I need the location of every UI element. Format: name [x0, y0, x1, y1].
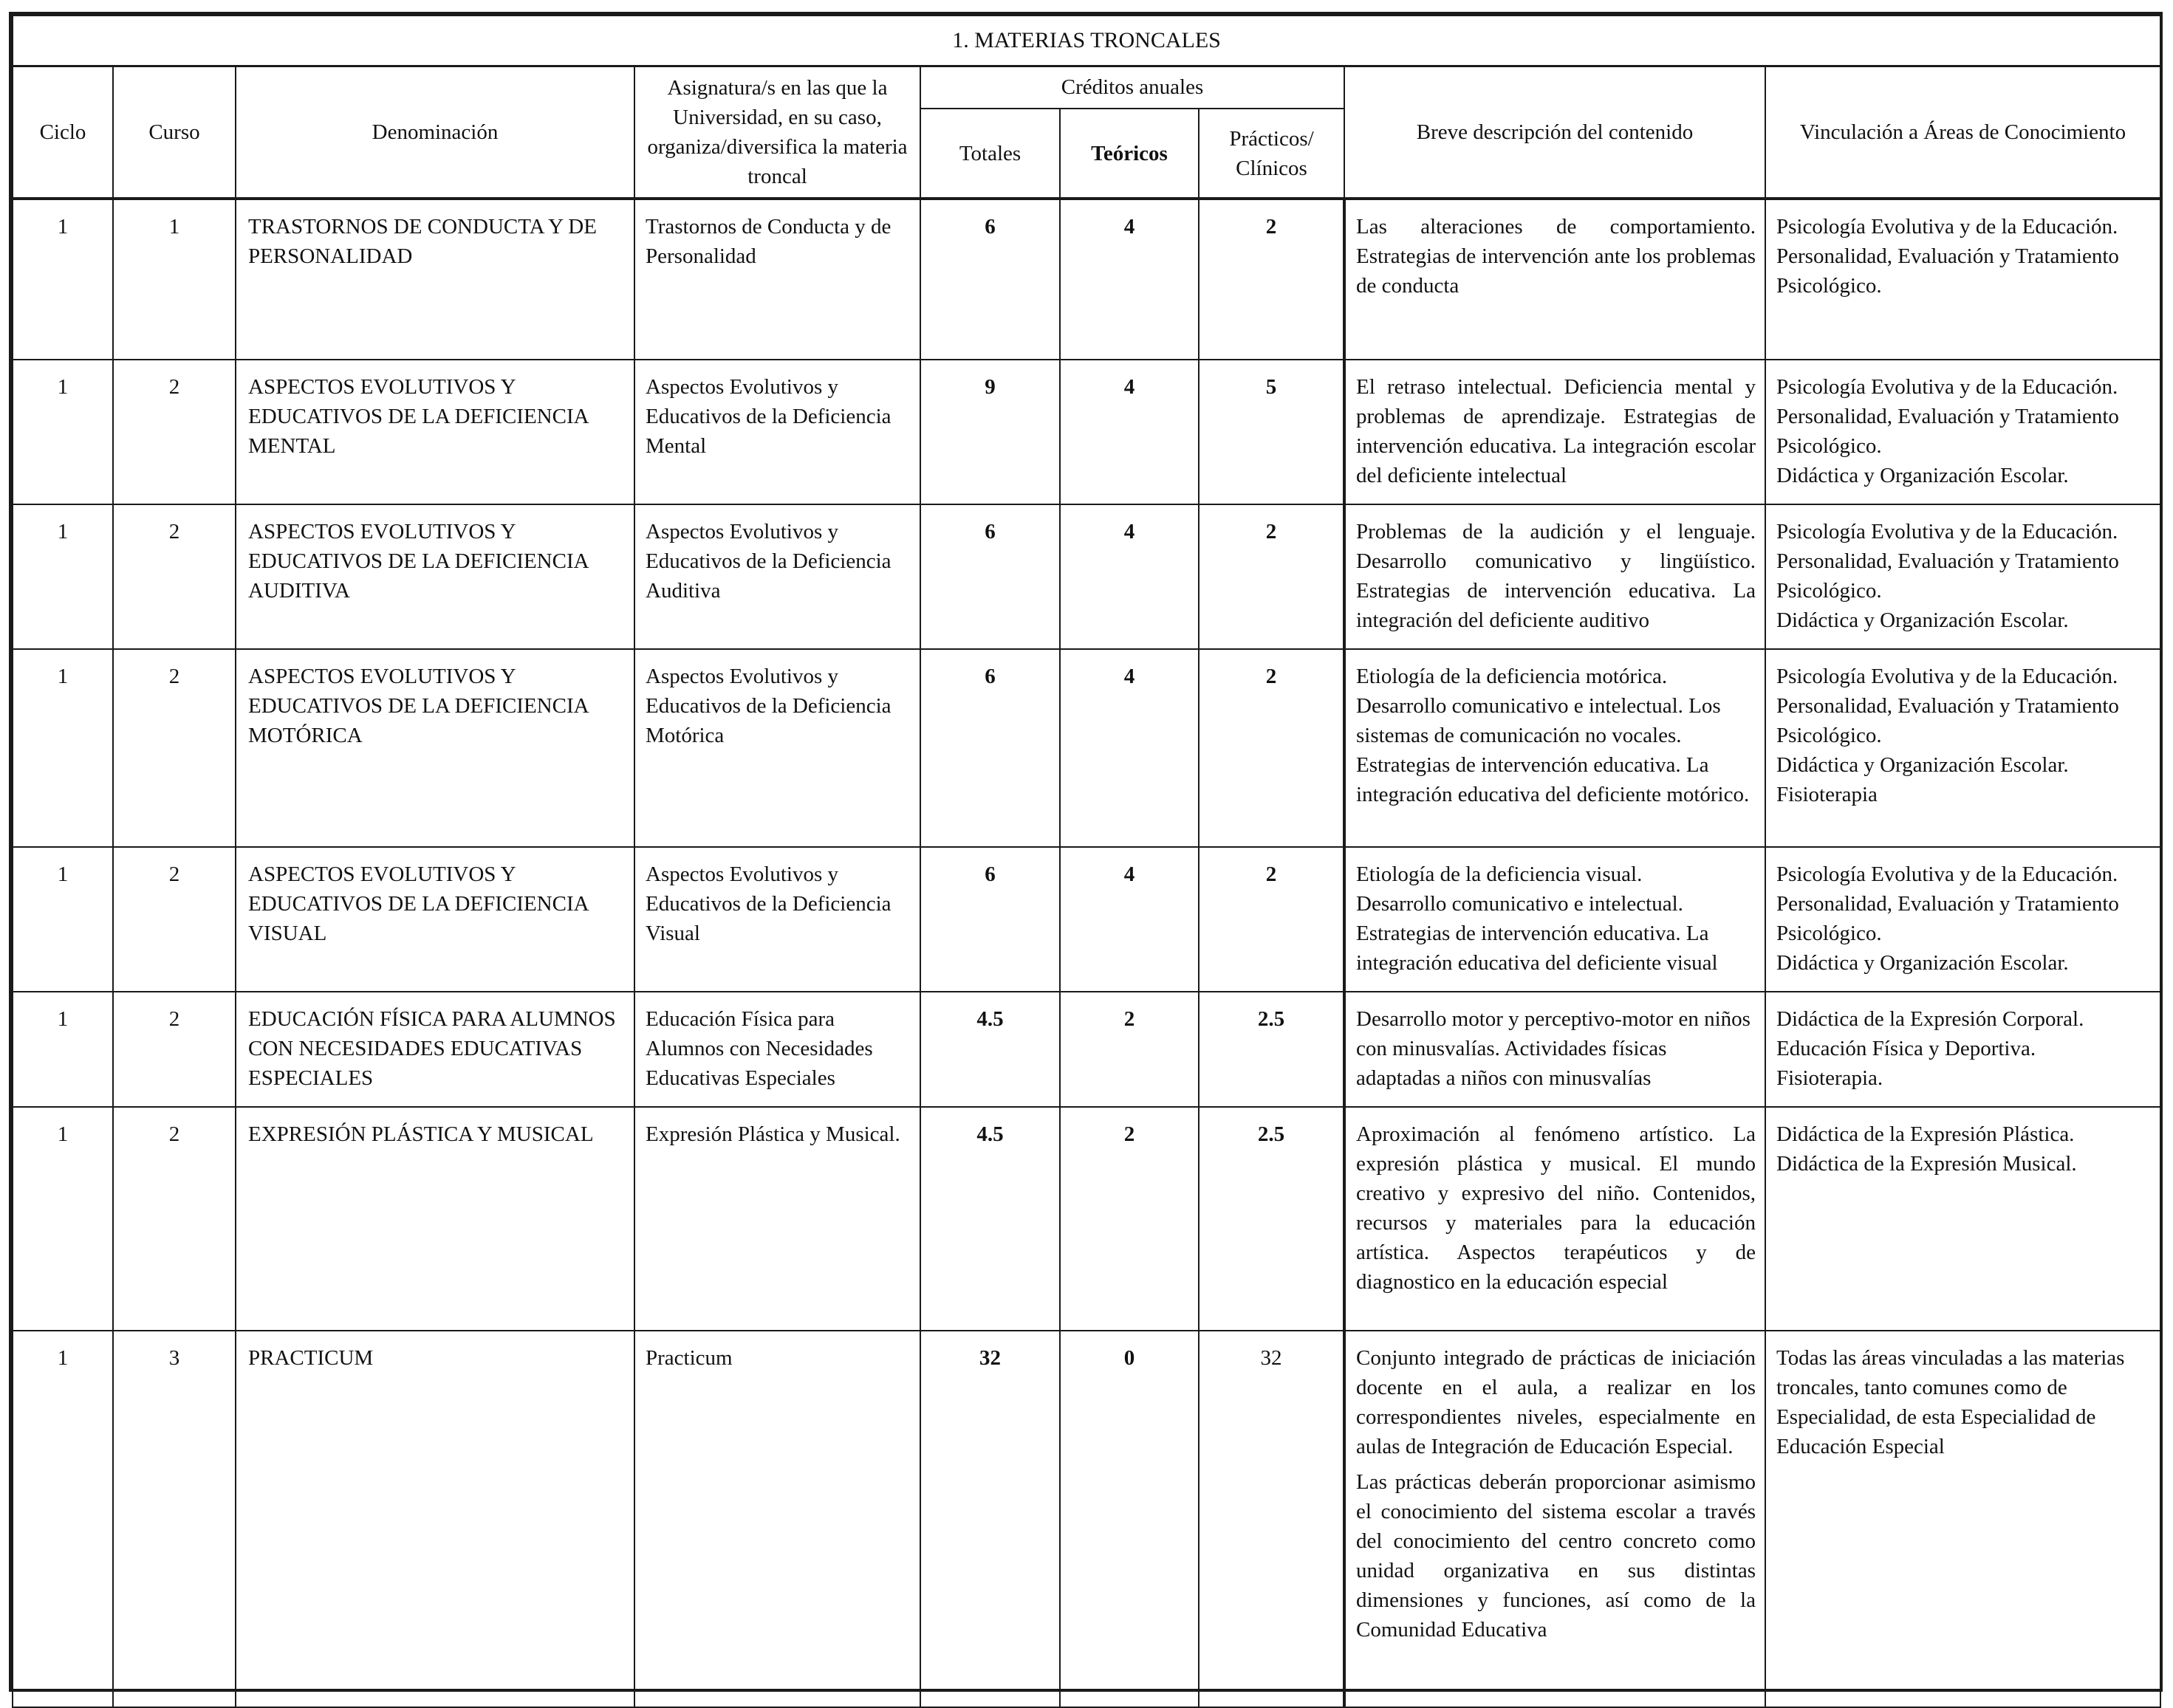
header-creditos-anuales: Créditos anuales — [920, 66, 1344, 109]
cell-totales: 6 — [920, 847, 1060, 992]
table-row — [13, 360, 2160, 504]
cell-practicos: 2 — [1199, 504, 1344, 649]
header-descripcion: Breve descripción del contenido — [1344, 66, 1765, 199]
cell-vinculacion: Psicología Evolutiva y de la Educación. Personalidad, Evaluación y Tratamiento Psicológico. — [1765, 199, 2160, 360]
cell-descripcion — [1344, 992, 1765, 1107]
cell-denominacion: EDUCACIÓN FÍSICA PARA ALUMNOS CON NECESIDADES EDUCATIVAS ESPECIALES — [236, 992, 634, 1107]
cell-ciclo: 1 — [13, 1331, 113, 1707]
cell-denominacion: EXPRESIÓN PLÁSTICA Y MUSICAL — [236, 1107, 634, 1331]
cell-asignatura: Educación Física para Alumnos con Necesidades Educativas Especiales — [634, 992, 920, 1107]
cell-teoricos: 4 — [1060, 649, 1199, 847]
cell-ciclo: 1 — [13, 360, 113, 504]
cell-denominacion: ASPECTOS EVOLUTIVOS Y EDUCATIVOS DE LA DEFICIENCIA AUDITIVA — [236, 504, 634, 649]
cell-descripcion — [1344, 1107, 1765, 1331]
cell-curso: 2 — [113, 1107, 236, 1331]
cell-asignatura: Aspectos Evolutivos y Educativos de la Deficiencia Motórica — [634, 649, 920, 847]
cell-practicos: 2 — [1199, 847, 1344, 992]
cell-curso: 2 — [113, 649, 236, 847]
descripcion-text: Conjunto integrado de prácticas de iniciación docente en el aula, a realizar en los correspondientes niveles, especialmente en aulas de Integración de Educación Especial. — [1356, 1346, 1756, 1458]
cell-practicos: 2 — [1199, 649, 1344, 847]
cell-totales: 32 — [920, 1331, 1060, 1707]
cell-practicos: 5 — [1199, 360, 1344, 504]
cell-practicos: 2.5 — [1199, 992, 1344, 1107]
cell-totales: 9 — [920, 360, 1060, 504]
descripcion-text: Etiología de la deficiencia visual. Desarrollo comunicativo e intelectual. Estrategias de intervención educativa. La integración educativa del deficiente visual — [1356, 862, 1718, 975]
cell-teoricos: 4 — [1060, 360, 1199, 504]
table-title: 1. MATERIAS TRONCALES — [13, 16, 2160, 66]
cell-ciclo: 1 — [13, 504, 113, 649]
cell-descripcion — [1344, 504, 1765, 649]
cell-practicos: 32 — [1199, 1331, 1344, 1707]
cell-denominacion: ASPECTOS EVOLUTIVOS Y EDUCATIVOS DE LA DEFICIENCIA VISUAL — [236, 847, 634, 992]
table-row — [13, 504, 2160, 649]
cell-vinculacion: Psicología Evolutiva y de la Educación. Personalidad, Evaluación y Tratamiento Psicológico. Didáctica y Organización Escolar. — [1765, 360, 2160, 504]
cell-asignatura: Expresión Plástica y Musical. — [634, 1107, 920, 1331]
header-denominacion: Denominación — [236, 66, 634, 199]
cell-ciclo: 1 — [13, 649, 113, 847]
cell-ciclo: 1 — [13, 199, 113, 360]
table-row — [13, 649, 2160, 847]
cell-denominacion: PRACTICUM — [236, 1331, 634, 1707]
cell-teoricos: 4 — [1060, 199, 1199, 360]
cell-teoricos: 2 — [1060, 1107, 1199, 1331]
descripcion-text: Problemas de la audición y el lenguaje. Desarrollo comunicativo y lingüístico. Estrategias de intervención educativa. La integración del deficiente auditivo — [1356, 520, 1756, 632]
table-row — [13, 847, 2160, 992]
table-row — [13, 992, 2160, 1107]
cell-vinculacion: Psicología Evolutiva y de la Educación. Personalidad, Evaluación y Tratamiento Psicológico. Didáctica y Organización Escolar. — [1765, 847, 2160, 992]
descripcion-text-2: Las prácticas deberán proporcionar asimismo el conocimiento del sistema escolar a través del conocimiento del centro concreto como unidad organizativa en sus distintas dimensiones y funciones, así como de la Comunidad Educativa — [1356, 1470, 1756, 1642]
cell-ciclo: 1 — [13, 1107, 113, 1331]
cell-curso: 2 — [113, 992, 236, 1107]
cell-asignatura: Trastornos de Conducta y de Personalidad — [634, 199, 920, 360]
cell-vinculacion: Didáctica de la Expresión Corporal. Educación Física y Deportiva. Fisioterapia. — [1765, 992, 2160, 1107]
header-asignaturas: Asignatura/s en las que la Universidad, en su caso, organiza/diversifica la materia troncal — [634, 66, 920, 199]
descripcion-text: Aproximación al fenómeno artístico. La expresión plástica y musical. El mundo creativo y expresivo del niño. Contenidos, recursos y materiales para la educación artística. Aspectos terapéuticos y de diagnostico en la educación especial — [1356, 1122, 1756, 1294]
cell-asignatura: Aspectos Evolutivos y Educativos de la Deficiencia Visual — [634, 847, 920, 992]
header-curso: Curso — [113, 66, 236, 199]
cell-ciclo: 1 — [13, 847, 113, 992]
cell-denominacion: ASPECTOS EVOLUTIVOS Y EDUCATIVOS DE LA DEFICIENCIA MOTÓRICA — [236, 649, 634, 847]
header-ciclo: Ciclo — [13, 66, 113, 199]
cell-teoricos: 4 — [1060, 504, 1199, 649]
cell-denominacion: ASPECTOS EVOLUTIVOS Y EDUCATIVOS DE LA DEFICIENCIA MENTAL — [236, 360, 634, 504]
cell-totales: 6 — [920, 649, 1060, 847]
cell-practicos: 2.5 — [1199, 1107, 1344, 1331]
descripcion-text: Las alteraciones de comportamiento. Estrategias de intervención ante los problemas de conducta — [1356, 215, 1756, 298]
cell-ciclo: 1 — [13, 992, 113, 1107]
cell-teoricos: 0 — [1060, 1331, 1199, 1707]
cell-curso: 2 — [113, 360, 236, 504]
cell-descripcion — [1344, 649, 1765, 847]
header-totales: Totales — [920, 109, 1060, 199]
cell-totales: 6 — [920, 199, 1060, 360]
cell-totales: 4.5 — [920, 992, 1060, 1107]
cell-descripcion — [1344, 1331, 1765, 1707]
cell-teoricos: 4 — [1060, 847, 1199, 992]
cell-descripcion — [1344, 847, 1765, 992]
cell-descripcion — [1344, 360, 1765, 504]
cell-vinculacion: Psicología Evolutiva y de la Educación. Personalidad, Evaluación y Tratamiento Psicológico. Didáctica y Organización Escolar. Fisioterapia — [1765, 649, 2160, 847]
cell-vinculacion: Psicología Evolutiva y de la Educación. Personalidad, Evaluación y Tratamiento Psicológico. Didáctica y Organización Escolar. — [1765, 504, 2160, 649]
cell-curso: 3 — [113, 1331, 236, 1707]
cell-asignatura: Practicum — [634, 1331, 920, 1707]
cell-curso: 2 — [113, 847, 236, 992]
descripcion-text: Desarrollo motor y perceptivo-motor en niños con minusvalías. Actividades físicas adaptadas a niños con minusvalías — [1356, 1007, 1751, 1090]
header-teoricos: Teóricos — [1060, 109, 1199, 199]
table-row — [13, 1107, 2160, 1331]
table-row — [13, 1331, 2160, 1707]
cell-denominacion: TRASTORNOS DE CONDUCTA Y DE PERSONALIDAD — [236, 199, 634, 360]
descripcion-text: El retraso intelectual. Deficiencia mental y problemas de aprendizaje. Estrategias de intervención educativa. La integración escolar del deficiente intelectual — [1356, 375, 1756, 487]
cell-curso: 1 — [113, 199, 236, 360]
cell-asignatura: Aspectos Evolutivos y Educativos de la Deficiencia Auditiva — [634, 504, 920, 649]
cell-descripcion — [1344, 199, 1765, 360]
cell-asignatura: Aspectos Evolutivos y Educativos de la Deficiencia Mental — [634, 360, 920, 504]
cell-totales: 4.5 — [920, 1107, 1060, 1331]
cell-vinculacion: Todas las áreas vinculadas a las materias troncales, tanto comunes como de Especialidad, de esta Especialidad de Educación Especial — [1765, 1331, 2160, 1707]
header-practicos: Prácticos/ Clínicos — [1199, 109, 1344, 199]
cell-totales: 6 — [920, 504, 1060, 649]
cell-teoricos: 2 — [1060, 992, 1199, 1107]
header-vinculacion: Vinculación a Áreas de Conocimiento — [1765, 66, 2160, 199]
cell-curso: 2 — [113, 504, 236, 649]
descripcion-text: Etiología de la deficiencia motórica. Desarrollo comunicativo e intelectual. Los sistemas de comunicación no vocales. Estrategias de intervención educativa. La integración educativa del deficiente motórico. — [1356, 665, 1750, 806]
table-row — [13, 199, 2160, 360]
cell-practicos: 2 — [1199, 199, 1344, 360]
materias-troncales-table — [12, 15, 2161, 1708]
cell-vinculacion: Didáctica de la Expresión Plástica. Didáctica de la Expresión Musical. — [1765, 1107, 2160, 1331]
